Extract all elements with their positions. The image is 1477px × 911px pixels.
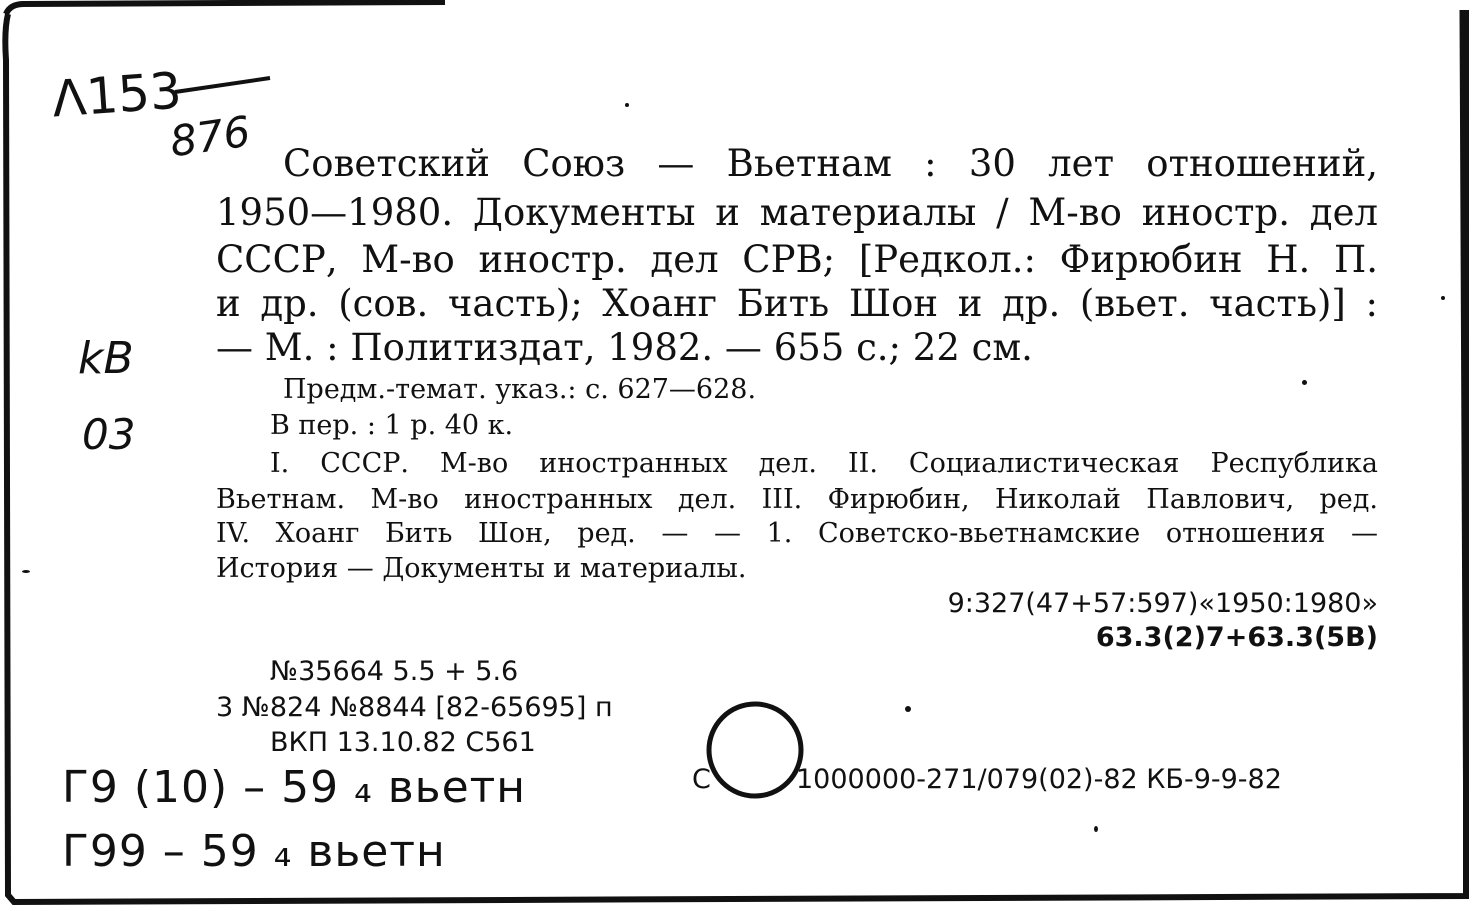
entry-line-2: 1950—1980. Документы и материалы / М-во иностр. дел [216, 191, 1378, 234]
classification-bbk: 63.3(2)7+63.3(5В) [1095, 622, 1378, 653]
call-number-sub: 876 [166, 106, 254, 167]
handwritten-note-1: Г9 (10) – 59 ₄ вьетн [62, 762, 527, 813]
mark-kv: kB [78, 333, 134, 384]
speck [905, 706, 911, 712]
note-binding-price: В пер. : 1 р. 40 к. [270, 410, 514, 441]
classification-udc: 9:327(47+57:597)«1950:1980» [947, 588, 1378, 619]
number-line-3: ВКП 13.10.82 С561 [270, 727, 536, 758]
speck [625, 103, 629, 107]
entry-line-1: Советский Союз — Вьетнам : 30 лет отношений, [283, 142, 1378, 185]
tracing-line-1: I. СССР. М-во иностранных дел. II. Социалистическая Республика [270, 448, 1378, 479]
mark-03: 03 [82, 410, 136, 459]
entry-line-3: СССР, М-во иностр. дел СРВ; [Редкол.: Фирюбин Н. П. [216, 238, 1378, 281]
tracing-line-4: История — Документы и материалы. [216, 553, 747, 584]
note-index: Предм.-темат. указ.: с. 627—628. [283, 374, 757, 405]
tracing-line-3: IV. Хоанг Бить Шон, ред. — — 1. Советско-вьетнамские отношения — [216, 518, 1378, 549]
tracing-line-2: Вьетнам. М-во иностранных дел. III. Фирюбин, Николай Павлович, ред. [216, 484, 1378, 515]
call-number: Λ153 [50, 61, 184, 129]
handwritten-note-2: Г99 – 59 ₄ вьетн [62, 826, 446, 877]
entry-line-4: и др. (сов. часть); Хоанг Бить Шон и др. (вьет. часть)] : [216, 282, 1378, 325]
entry-line-5: — М. : Политиздат, 1982. — 655 с.; 22 см. [216, 326, 1033, 369]
speck [1094, 826, 1098, 832]
speck [22, 570, 30, 573]
number-line-1: №35664 5.5 + 5.6 [270, 656, 519, 687]
stamp-circle [709, 704, 801, 796]
speck [1441, 296, 1445, 300]
price-code-letter: С [692, 764, 711, 795]
number-line-2: 3 №824 №8844 [82-65695] п [216, 692, 613, 723]
speck [1302, 380, 1307, 385]
publisher-code: 1000000-271/079(02)-82 КБ-9-9-82 [796, 764, 1282, 795]
